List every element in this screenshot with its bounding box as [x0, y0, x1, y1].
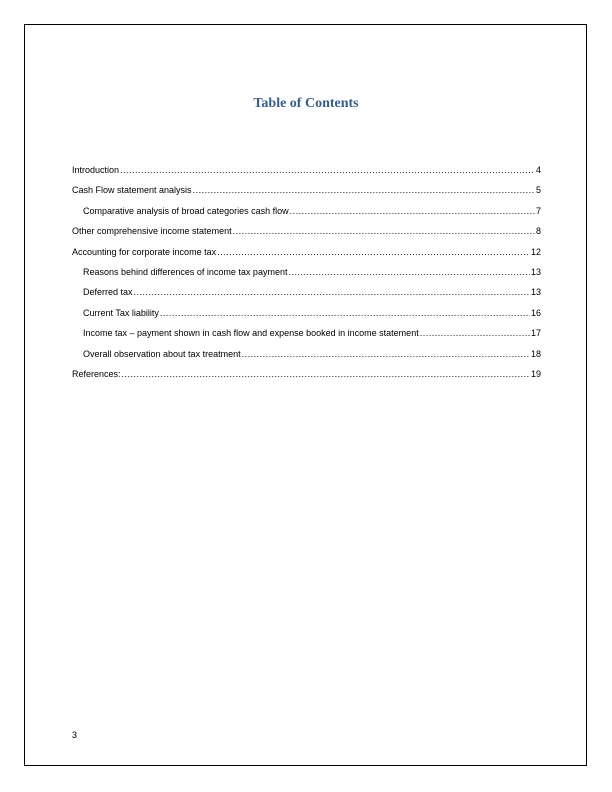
page-border [24, 24, 587, 766]
toc-entry-current-tax-liability[interactable] [72, 308, 541, 328]
toc-entry-reasons-differences[interactable] [72, 267, 541, 287]
toc-entry-label: References: [72, 368, 121, 379]
toc-entry-label: Introduction [72, 165, 120, 175]
toc-entry-page: 8 [535, 226, 541, 237]
toc-entry-income-tax-payment[interactable] [72, 328, 541, 348]
toc-entry-page: 4 [535, 165, 541, 175]
toc-leader-dots [134, 287, 530, 297]
page-number: 3 [72, 730, 78, 740]
toc-leader-dots [193, 185, 535, 195]
toc-entry-overall-observation[interactable] [72, 349, 541, 369]
toc-entry-page: 5 [535, 185, 541, 196]
toc-entry-cash-flow-statement-analysis[interactable] [72, 185, 541, 205]
toc-entry-page: 19 [530, 368, 541, 379]
toc-entry-label: Accounting for corporate income tax [72, 246, 217, 257]
toc-list [72, 165, 541, 389]
toc-entry-introduction[interactable] [72, 165, 541, 185]
toc-entry-page: 12 [530, 246, 541, 257]
toc-title: Table of Contents [253, 96, 359, 111]
toc-leader-dots [160, 308, 530, 318]
toc-entry-label: Reasons behind differences of income tax payment [83, 266, 288, 277]
toc-entry-page: 16 [530, 307, 541, 318]
toc-entry-deferred-tax[interactable] [72, 287, 541, 307]
toc-entry-page: 13 [530, 266, 541, 277]
toc-leader-dots [122, 369, 530, 379]
toc-entry-label: Overall observation about tax treatment [83, 348, 241, 359]
toc-entry-label: Current Tax liability [83, 307, 159, 318]
toc-leader-dots [288, 267, 530, 277]
toc-leader-dots [290, 206, 535, 216]
toc-leader-dots [242, 349, 530, 359]
toc-leader-dots [120, 165, 535, 175]
toc-entry-page: 18 [530, 348, 541, 359]
toc-entry-label: Cash Flow statement analysis [72, 185, 192, 196]
toc-entry-label: Comparative analysis of broad categories cash flow [83, 205, 289, 216]
toc-entry-references[interactable] [72, 369, 541, 389]
toc-leader-dots [217, 247, 530, 257]
toc-entry-accounting-corporate-income-tax[interactable] [72, 247, 541, 267]
toc-entry-other-comprehensive-income[interactable] [72, 226, 541, 246]
toc-leader-dots [233, 226, 535, 236]
toc-entry-comparative-analysis[interactable] [72, 206, 541, 226]
toc-entry-label: Deferred tax [83, 287, 133, 298]
toc-entry-page: 13 [530, 287, 541, 298]
toc-entry-page: 7 [535, 205, 541, 216]
toc-entry-page: 17 [530, 328, 541, 339]
toc-entry-label: Other comprehensive income statement [72, 226, 232, 237]
toc-entry-label: Income tax – payment shown in cash flow and expense booked in income statement [83, 328, 419, 339]
toc-leader-dots [420, 328, 530, 338]
